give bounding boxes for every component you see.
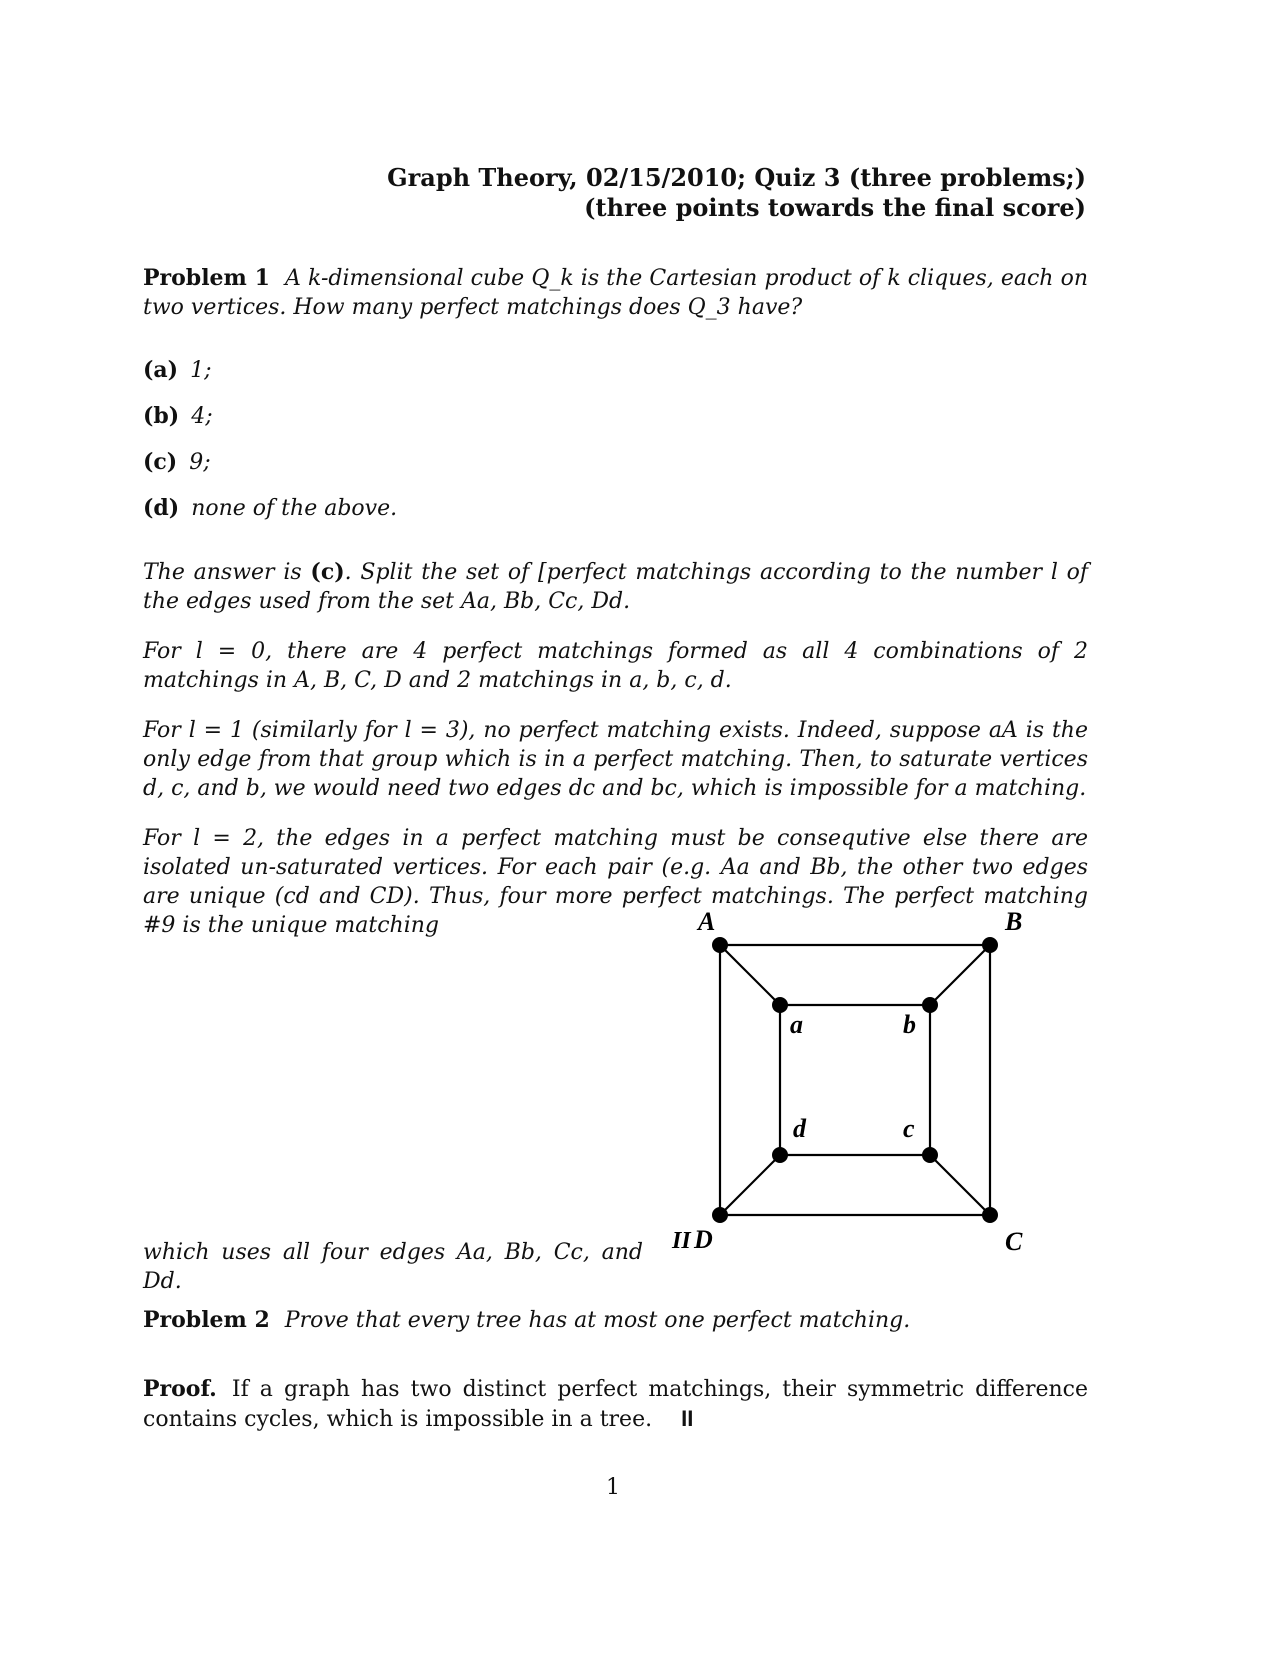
option-label: (c) xyxy=(143,449,178,475)
label-B: B xyxy=(1005,907,1023,936)
edge-Bb xyxy=(930,945,990,1005)
qed-mark: II xyxy=(672,1228,691,1254)
vertex-C xyxy=(982,1207,998,1223)
option-label: (b) xyxy=(143,403,180,429)
vertex-B xyxy=(982,937,998,953)
label-D: D xyxy=(694,1225,713,1254)
answer-rest: . Split the set of [perfect matchings according to the number l of the edges used from the set Aa, Bb, Cc, Dd. xyxy=(143,560,1088,614)
problem1-label: Problem 1 xyxy=(143,265,270,291)
label-A: A xyxy=(698,907,716,936)
label-a: a xyxy=(790,1010,803,1039)
answer-choice: (c) xyxy=(310,559,345,585)
quiz-title: Graph Theory, 02/15/2010; Quiz 3 (three problems;) xyxy=(387,163,1086,192)
edge-Cc xyxy=(930,1155,990,1215)
edge-Dd xyxy=(720,1155,780,1215)
case-l0-paragraph: For l = 0, there are 4 perfect matchings formed as all 4 combinations of 2 matchings in A, B, C, D and 2 matchings in a, b, c, d. xyxy=(143,639,1088,693)
label-C: C xyxy=(1005,1227,1023,1255)
problem1-statement: A k-dimensional cube Q_k is the Cartesian product of k cliques, each on two vertices. How many perfect matchings does Q_3 have? xyxy=(143,266,1088,320)
vertex-A xyxy=(712,937,728,953)
problem2-block xyxy=(143,1306,1088,1335)
answer-lead: The answer is xyxy=(143,560,302,585)
vertex-D xyxy=(712,1207,728,1223)
proof-block xyxy=(143,1375,1088,1434)
label-b: b xyxy=(903,1010,916,1039)
edge-Aa xyxy=(720,945,780,1005)
proof-qed-mark: II xyxy=(681,1406,694,1431)
option-label: (a) xyxy=(143,357,179,383)
case-l2-ending: which uses all four edges Aa, Bb, Cc, and Dd. xyxy=(143,1240,643,1294)
vertex-b xyxy=(922,997,938,1013)
page-number: 1 xyxy=(606,1475,620,1500)
problem2-statement: Prove that every tree has at most one perfect matching. xyxy=(284,1308,911,1333)
vertex-a xyxy=(772,997,788,1013)
label-c: c xyxy=(903,1114,915,1143)
case-l2-paragraph: For l = 2, the edges in a perfect matching must be consequtive else there are isolated un-saturated vertices. For each pair (e.g. Aa and Bb, the other two edges are unique (cd and CD). Thus, four more perfect matchings. The perfect matching #9 is the unique matching xyxy=(143,826,1088,938)
vertex-d xyxy=(772,1147,788,1163)
case-l1-paragraph: For l = 1 (similarly for l = 3), no perfect matching exists. Indeed, suppose aA is the only edge from that group which is in a perfect matching. Then, to saturate vertices d, c, and b, we would need two edges dc and bc, which is impossible for a matching. xyxy=(143,718,1088,801)
answer-paragraph xyxy=(143,558,1088,616)
problem2-label: Problem 2 xyxy=(143,1307,270,1333)
cube-graph-figure xyxy=(660,905,1030,1255)
label-d: d xyxy=(793,1114,806,1143)
option-a xyxy=(143,356,212,385)
option-text: 9; xyxy=(189,450,211,475)
option-label: (d) xyxy=(143,495,180,521)
quiz-subtitle: (three points towards the final score) xyxy=(584,193,1086,222)
option-b xyxy=(143,402,213,431)
option-text: 4; xyxy=(191,404,213,429)
option-c xyxy=(143,448,211,477)
option-d xyxy=(143,494,397,523)
problem1-block xyxy=(143,264,1088,322)
proof-label: Proof. xyxy=(143,1376,217,1402)
vertex-c xyxy=(922,1147,938,1163)
option-text: 1; xyxy=(190,358,212,383)
proof-text: If a graph has two distinct perfect matchings, their symmetric difference contains cycles, which is impossible in a tree. xyxy=(143,1377,1088,1432)
option-text: none of the above. xyxy=(191,496,398,521)
